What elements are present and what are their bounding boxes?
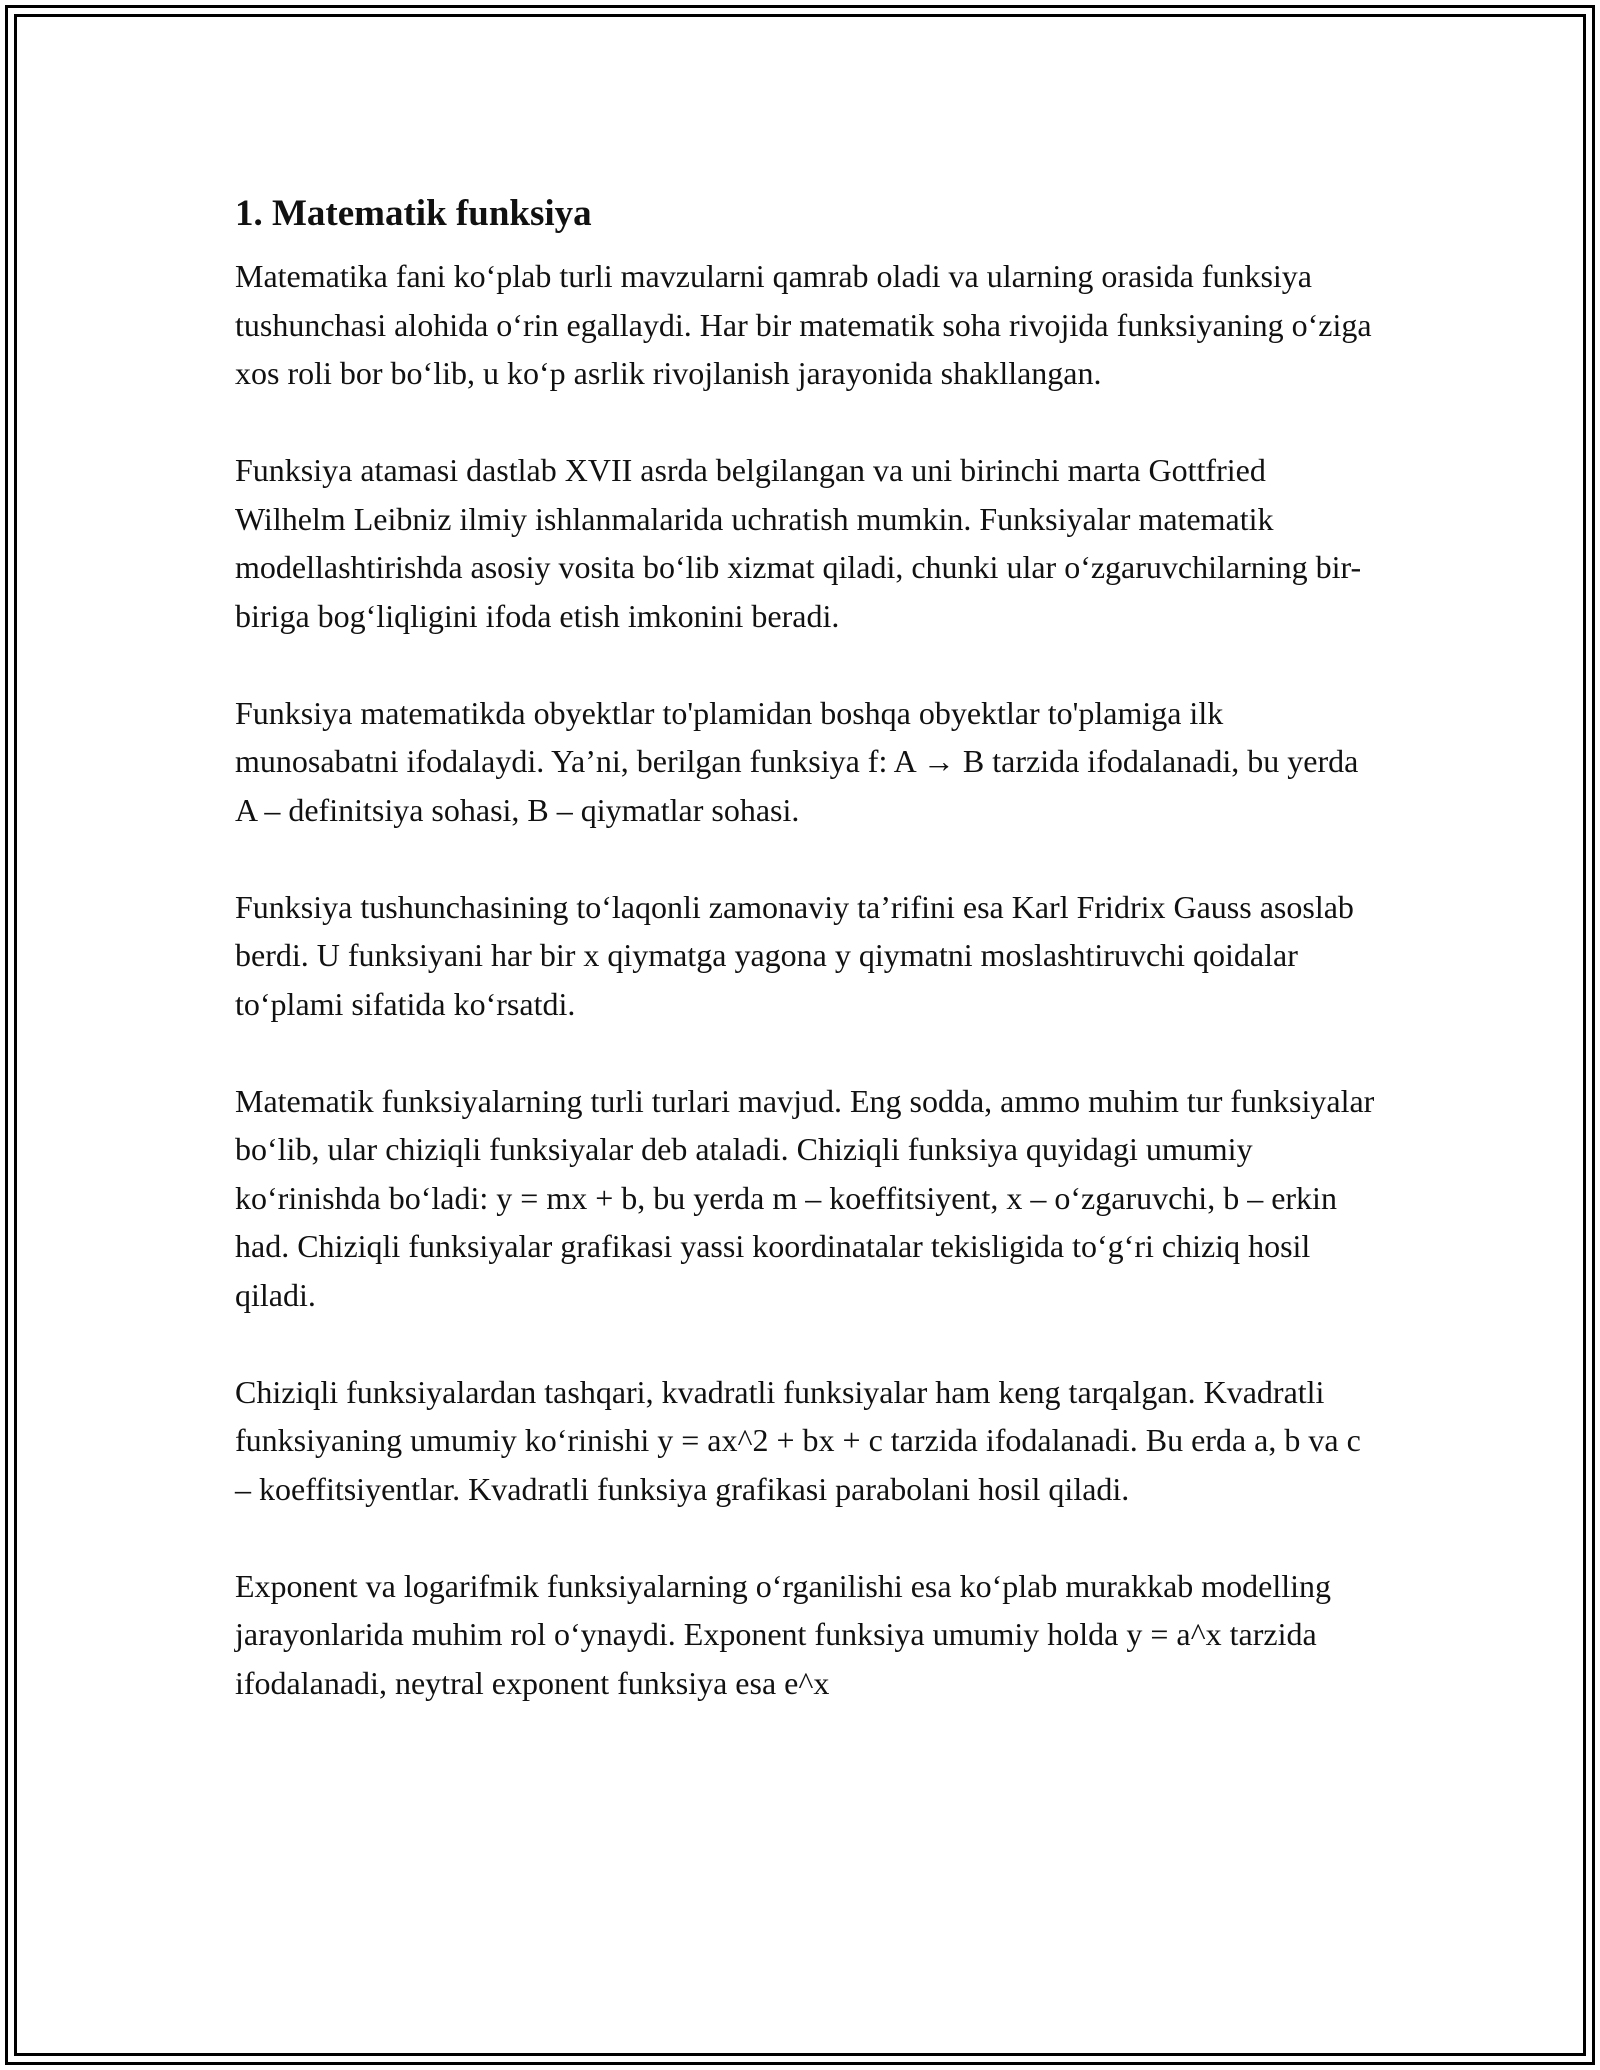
paragraph-quadratic: Chiziqli funksiyalardan tashqari, kvadratli funksiyalar ham keng tarqalgan. Kvadratli funksiyaning umumiy ko‘rinishi y = ax^2 + bx + c tarzida ifodalanadi. Bu erda a, b va c – koeffitsiyentlar. Kvadratli funksiya grafikasi parabolani hosil qiladi. [235, 1373, 1361, 1507]
section-heading: 1. Matematik funksiya [235, 193, 592, 234]
paragraph-history: Funksiya atamasi dastlab XVII asrda belgilangan va uni birinchi marta Gottfried Wilhelm Leibniz ilmiy ishlanmalarida uchratish mumkin. Funksiyalar matematik modellashtirishda asosiy vosita bo‘lib xizmat qiladi, chunki ular o‘zgaruvchilarning bir-biriga bog‘liqligini ifoda etish imkonini beradi. [235, 452, 1362, 634]
paragraph-definition: Funksiya matematikda obyektlar to'plamidan boshqa obyektlar to'plamiga ilk munosabatni ifodalaydi. Ya’ni, berilgan funksiya f: A → B tarzida ifodalanadi, bu yerda A – definitsiya sohasi, B – qiymatlar sohasi. [235, 694, 1359, 828]
paragraph-intro: Matematika fani ko‘plab turli mavzularni qamrab oladi va ularning orasida funksiya tushunchasi alohida o‘rin egallaydi. Har bir matematik soha rivojida funksiyaning o‘ziga xos roli bor bo‘lib, u ko‘p asrlik rivojlanish jarayonida shakllangan. [235, 258, 1372, 391]
document-body [235, 186, 1375, 1756]
paragraph-exponent: Exponent va logarifmik funksiyalarning o‘rganilishi esa ko‘plab murakkab modelling jarayonlarida muhim rol o‘ynaydi. Exponent funksiya umumiy holda y = a^x tarzida ifodalanadi, neytral exponent funksiya esa e^x [235, 1567, 1332, 1701]
paragraph-gauss: Funksiya tushunchasining to‘laqonli zamonaviy ta’rifini esa Karl Fridrix Gauss asoslab berdi. U funksiyani har bir x qiymatga yagona y qiymatni moslashtiruvchi qoidalar to‘plami sifatida ko‘rsatdi. [235, 888, 1354, 1022]
paragraph-linear: Matematik funksiyalarning turli turlari mavjud. Eng sodda, ammo muhim tur funksiyalar bo‘lib, ular chiziqli funksiyalar deb ataladi. Chiziqli funksiya quyidagi umumiy ko‘rinishda bo‘ladi: y = mx + b, bu yerda m – koeffitsiyent, x – o‘zgaruvchi, b – erkin had. Chiziqli funksiyalar grafikasi yassi koordinatalar tekisligida to‘g‘ri chiziq hosil qiladi. [235, 1082, 1375, 1313]
